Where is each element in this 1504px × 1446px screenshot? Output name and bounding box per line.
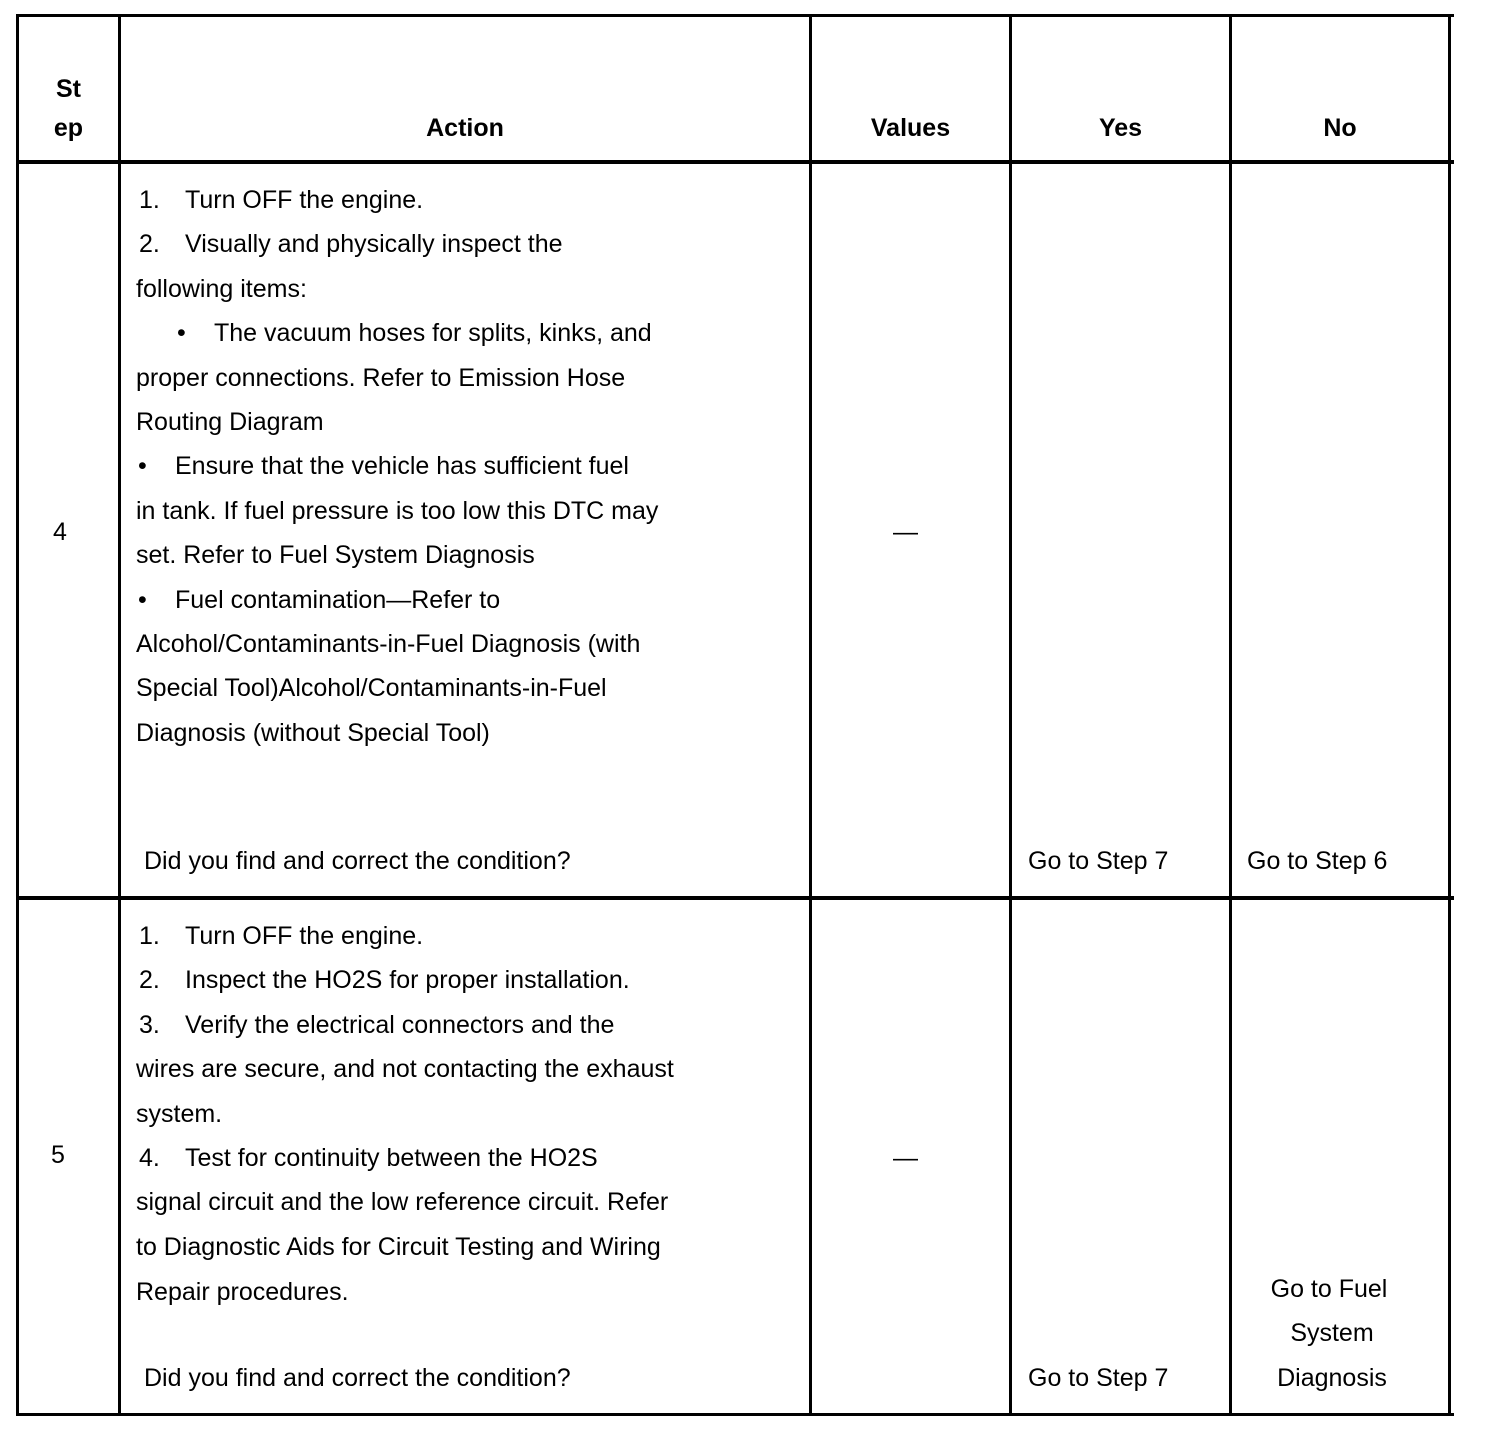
header-no: No (1323, 114, 1357, 142)
header-step (19, 70, 118, 148)
action-line-text: Visually and physically inspect the (185, 230, 563, 259)
action-line: to Diagnostic Aids for Circuit Testing and Wiring (136, 1232, 661, 1261)
action-line: set. Refer to Fuel System Diagnosis (136, 541, 535, 570)
action-line: proper connections. Refer to Emission Hose (136, 363, 626, 392)
action-line: wires are secure, and not contacting the exhaust (136, 1055, 674, 1084)
row-divider (16, 896, 1454, 900)
no-cell-line: System (1290, 1319, 1374, 1348)
col-divider-action (809, 14, 812, 1416)
action-line-text: Inspect the HO2S for proper installation. (185, 966, 630, 995)
action-line (139, 958, 630, 1002)
table-border-right (1448, 14, 1451, 1416)
action-line (139, 1136, 598, 1180)
table-border-left (16, 14, 19, 1416)
action-line: Repair procedures. (136, 1278, 349, 1306)
bullet-point: • (177, 319, 186, 348)
header-step-line1: St (56, 75, 81, 103)
action-line-number: 3. (139, 1010, 160, 1039)
action-line-number: 1. (139, 186, 160, 214)
action-line-text: The vacuum hoses for splits, kinks, and (214, 319, 652, 348)
action-line-text: Fuel contamination—Refer to (175, 585, 501, 614)
header-action: Action (426, 114, 504, 142)
action-question: Did you find and correct the condition? (144, 847, 571, 875)
action-line (177, 311, 652, 355)
header-step-line2: ep (53, 114, 84, 142)
action-line-text: Verify the electrical connectors and the (185, 1010, 615, 1039)
yes-cell: Go to Step 7 (1028, 1364, 1169, 1392)
header-values: Values (870, 114, 951, 142)
action-line: following items: (136, 274, 307, 303)
action-line (139, 222, 563, 266)
no-cell-line: Go to Fuel (1270, 1275, 1388, 1303)
values-cell: — (893, 1144, 918, 1172)
action-line-text: Test for continuity between the HO2S (185, 1144, 598, 1172)
step-number: 4 (53, 518, 67, 546)
action-line: signal circuit and the low reference circuit. Refer (136, 1188, 669, 1217)
action-line (139, 178, 423, 222)
action-line (139, 914, 423, 958)
action-line-text: Ensure that the vehicle has sufficient fuel (175, 452, 629, 481)
table-border-top (16, 14, 1454, 17)
col-divider-yes (1229, 14, 1232, 1416)
header-yes: Yes (1098, 114, 1143, 142)
action-line: Routing Diagram (136, 408, 324, 436)
action-line-number: 2. (139, 966, 160, 995)
action-line-text: Turn OFF the engine. (185, 922, 424, 950)
yes-cell: Go to Step 7 (1028, 847, 1169, 875)
no-cell-line: Diagnosis (1277, 1364, 1387, 1392)
no-cell: Go to Step 6 (1247, 847, 1388, 875)
action-line: system. (136, 1099, 223, 1128)
action-line-number: 1. (139, 922, 160, 950)
col-divider-values (1009, 14, 1012, 1416)
action-line: Special Tool)Alcohol/Contaminants-in-Fuel (136, 674, 607, 703)
table-border-bottom (16, 1413, 1454, 1416)
action-line: in tank. If fuel pressure is too low this DTC may (136, 496, 659, 525)
action-line (139, 1003, 614, 1047)
action-line-number: 2. (139, 230, 160, 259)
header-divider (16, 160, 1454, 164)
action-line (138, 578, 500, 622)
bullet-point: • (138, 585, 147, 614)
action-line: Alcohol/Contaminants-in-Fuel Diagnosis (with (136, 630, 641, 658)
action-line (138, 444, 629, 488)
col-divider-step (118, 14, 121, 1416)
action-line: Diagnosis (without Special Tool) (136, 718, 490, 747)
step-number: 5 (51, 1141, 65, 1169)
values-cell: — (893, 518, 918, 546)
bullet-point: • (138, 452, 147, 481)
action-question: Did you find and correct the condition? (144, 1364, 571, 1392)
action-line-text: Turn OFF the engine. (185, 186, 424, 214)
action-line-number: 4. (139, 1144, 160, 1172)
